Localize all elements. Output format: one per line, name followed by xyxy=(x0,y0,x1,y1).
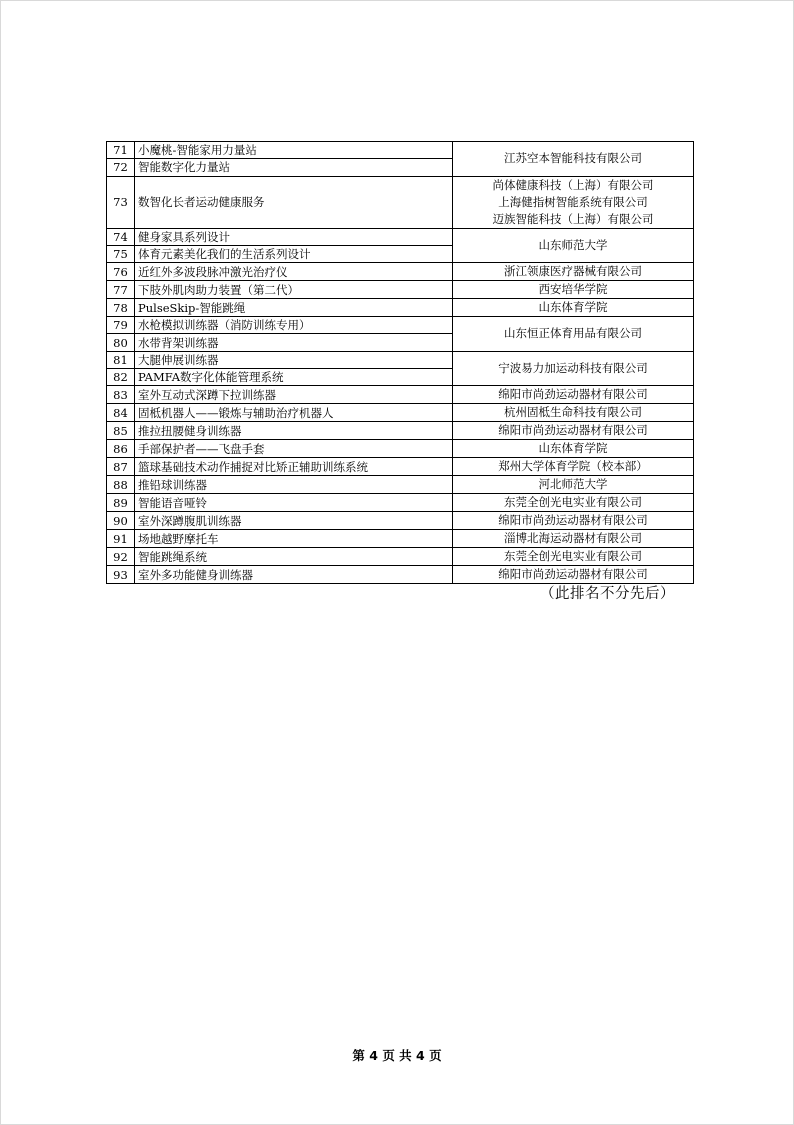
organization-name: 绵阳市尚劲运动器材有限公司 xyxy=(498,387,648,402)
entry-name: 水带背架训练器 xyxy=(135,334,453,351)
organization-name: 宁波易力加运动科技有限公司 xyxy=(498,361,648,376)
entry-name: 健身家具系列设计 xyxy=(135,228,453,245)
entry-name: 室外互动式深蹲下拉训练器 xyxy=(135,386,453,404)
row-number: 72 xyxy=(107,159,135,176)
organization-name: 西安培华学院 xyxy=(538,282,608,297)
row-number: 91 xyxy=(107,530,135,548)
table-row xyxy=(107,263,694,281)
entry-name: PAMFA数字化体能管理系统 xyxy=(135,369,453,386)
row-number: 73 xyxy=(107,176,135,228)
organization-name: 山东恒正体育用品有限公司 xyxy=(504,326,642,341)
organization-name: 山东体育学院 xyxy=(538,300,608,315)
organization-name: 绵阳市尚劲运动器材有限公司 xyxy=(498,423,648,438)
organization-name: 东莞全创光电实业有限公司 xyxy=(504,549,642,564)
ranking-note: （此排名不分先后） xyxy=(540,586,675,602)
entry-organization xyxy=(453,548,694,566)
organization-name: 绵阳市尚劲运动器材有限公司 xyxy=(498,567,648,582)
row-number: 86 xyxy=(107,440,135,458)
entry-organization xyxy=(453,176,694,228)
entry-name: 推拉扭腰健身训练器 xyxy=(135,422,453,440)
row-number: 81 xyxy=(107,351,135,368)
entry-organization xyxy=(453,263,694,281)
entry-organization xyxy=(453,440,694,458)
organization-name: 淄博北海运动器材有限公司 xyxy=(504,531,642,546)
table-row xyxy=(107,512,694,530)
page-number-footer: 第 4 页 共 4 页 xyxy=(352,1048,442,1063)
entry-name: 室外多功能健身训练器 xyxy=(135,566,453,584)
entry-name: 推铅球训练器 xyxy=(135,476,453,494)
organization-name: 山东师范大学 xyxy=(538,237,608,252)
row-number: 77 xyxy=(107,281,135,299)
entry-organization xyxy=(453,386,694,404)
organization-name: 上海健指树智能系统有限公司 xyxy=(498,194,648,209)
entry-name: 固柢机器人——锻炼与辅助治疗机器人 xyxy=(135,404,453,422)
organization-name: 绵阳市尚劲运动器材有限公司 xyxy=(498,513,648,528)
organization-name: 浙江领康医疗器械有限公司 xyxy=(504,264,642,279)
row-number: 85 xyxy=(107,422,135,440)
row-number: 87 xyxy=(107,458,135,476)
organization-name: 东莞全创光电实业有限公司 xyxy=(504,495,642,510)
entry-organization xyxy=(453,404,694,422)
entry-name: 数智化长者运动健康服务 xyxy=(135,176,453,228)
row-number: 90 xyxy=(107,512,135,530)
entry-organization xyxy=(453,228,694,263)
entry-name: 智能数字化力量站 xyxy=(135,159,453,176)
entry-name: 下肢外肌肉助力装置（第二代） xyxy=(135,281,453,299)
row-number: 83 xyxy=(107,386,135,404)
row-number: 92 xyxy=(107,548,135,566)
organization-name: 河北师范大学 xyxy=(538,477,608,492)
table-row xyxy=(107,228,694,245)
entry-organization xyxy=(453,494,694,512)
row-number: 79 xyxy=(107,317,135,334)
entry-name: 场地越野摩托车 xyxy=(135,530,453,548)
table-row xyxy=(107,422,694,440)
entry-name: PulseSkip-智能跳绳 xyxy=(135,299,453,317)
entry-name: 手部保护者——飞盘手套 xyxy=(135,440,453,458)
row-number: 84 xyxy=(107,404,135,422)
entry-organization xyxy=(453,458,694,476)
entry-name: 水枪模拟训练器（消防训练专用） xyxy=(135,317,453,334)
table-row xyxy=(107,530,694,548)
entry-table xyxy=(106,141,694,584)
entry-organization xyxy=(453,142,694,177)
entry-organization xyxy=(453,281,694,299)
entry-name: 小魔桃-智能家用力量站 xyxy=(135,142,453,159)
entry-name: 近红外多波段脉冲激光治疗仪 xyxy=(135,263,453,281)
table-row xyxy=(107,299,694,317)
table-row xyxy=(107,351,694,368)
table-row xyxy=(107,548,694,566)
row-number: 75 xyxy=(107,245,135,262)
row-number: 93 xyxy=(107,566,135,584)
table-row xyxy=(107,440,694,458)
entry-organization xyxy=(453,512,694,530)
organization-name: 杭州固柢生命科技有限公司 xyxy=(504,405,642,420)
table-row xyxy=(107,281,694,299)
table-row xyxy=(107,404,694,422)
table-row xyxy=(107,386,694,404)
entry-name: 智能跳绳系统 xyxy=(135,548,453,566)
entry-name: 室外深蹲腹肌训练器 xyxy=(135,512,453,530)
table-row xyxy=(107,142,694,159)
entry-organization xyxy=(453,299,694,317)
organization-name: 尚体健康科技（上海）有限公司 xyxy=(492,177,654,192)
row-number: 82 xyxy=(107,369,135,386)
row-number: 89 xyxy=(107,494,135,512)
row-number: 80 xyxy=(107,334,135,351)
entry-organization xyxy=(453,530,694,548)
entry-organization xyxy=(453,422,694,440)
organization-name: 江苏空本智能科技有限公司 xyxy=(504,151,642,166)
row-number: 88 xyxy=(107,476,135,494)
entry-name: 篮球基础技术动作捕捉对比矫正辅助训练系统 xyxy=(135,458,453,476)
entry-name: 大腿伸展训练器 xyxy=(135,351,453,368)
table-row xyxy=(107,494,694,512)
organization-name: 迈族智能科技（上海）有限公司 xyxy=(492,211,654,226)
table-row xyxy=(107,317,694,334)
organization-name: 山东体育学院 xyxy=(538,441,608,456)
entry-name: 智能语音哑铃 xyxy=(135,494,453,512)
table-row xyxy=(107,176,694,228)
row-number: 74 xyxy=(107,228,135,245)
entry-organization xyxy=(453,317,694,352)
table-row xyxy=(107,458,694,476)
entry-organization xyxy=(453,351,694,386)
entry-name: 体育元素美化我们的生活系列设计 xyxy=(135,245,453,262)
row-number: 76 xyxy=(107,263,135,281)
entry-organization xyxy=(453,476,694,494)
row-number: 71 xyxy=(107,142,135,159)
row-number: 78 xyxy=(107,299,135,317)
entry-table-body xyxy=(107,142,694,584)
organization-name: 郑州大学体育学院（校本部） xyxy=(498,459,648,474)
table-row xyxy=(107,476,694,494)
